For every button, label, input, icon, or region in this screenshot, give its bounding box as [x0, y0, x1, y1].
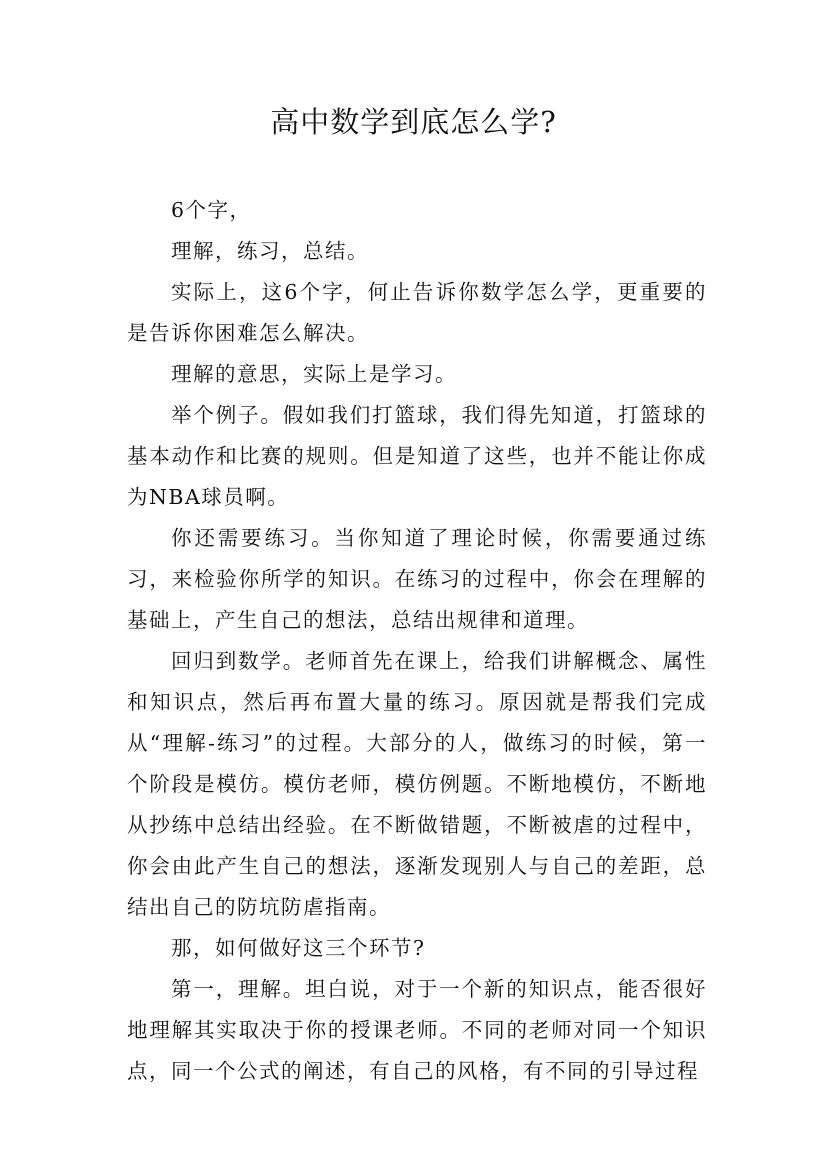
paragraph: 理解的意思，实际上是学习。: [171, 362, 457, 386]
paragraph: 理解，练习，总结。: [171, 239, 369, 263]
paragraph: 你还需要练习。当你知道了理论时候，你需要通过练习，来检验你所学的知识。在练习的过程中，你会在理解的基础上，产生自己的想法，总结出规律和道理。: [127, 526, 707, 632]
paragraph: 回归到数学。老师首先在课上，给我们讲解概念、属性和知识点，然后再布置大量的练习。原因就是帮我们完成从“理解-练习”的过程。大部分的人，做练习的时候，第一个阶段是模仿。模仿老师，模仿例题。不断地模仿，不断地从抄练中总结出经验。在不断做错题，不断被虐的过程中，你会由此产生自己的想法，逐渐发现别人与自己的差距，总结出自己的防坑防虐指南。: [127, 649, 707, 919]
document-body: [127, 190, 707, 1092]
document-title: 高中数学到底怎么学?: [270, 105, 557, 139]
paragraph: 那，如何做好这三个环节?: [171, 936, 426, 960]
paragraph: 举个例子。假如我们打篮球，我们得先知道，打篮球的基本动作和比赛的规则。但是知道了这些，也并不能让你成为NBA球员啊。: [127, 403, 707, 509]
paragraph: 实际上，这6个字，何止告诉你数学怎么学，更重要的是告诉你困难怎么解决。: [127, 280, 707, 345]
paragraph: 第一，理解。坦白说，对于一个新的知识点，能否很好地理解其实取决于你的授课老师。不同的老师对同一个知识点，同一个公式的阐述，有自己的风格，有不同的引导过程: [127, 977, 707, 1083]
paragraph: 6个字，: [171, 198, 252, 222]
